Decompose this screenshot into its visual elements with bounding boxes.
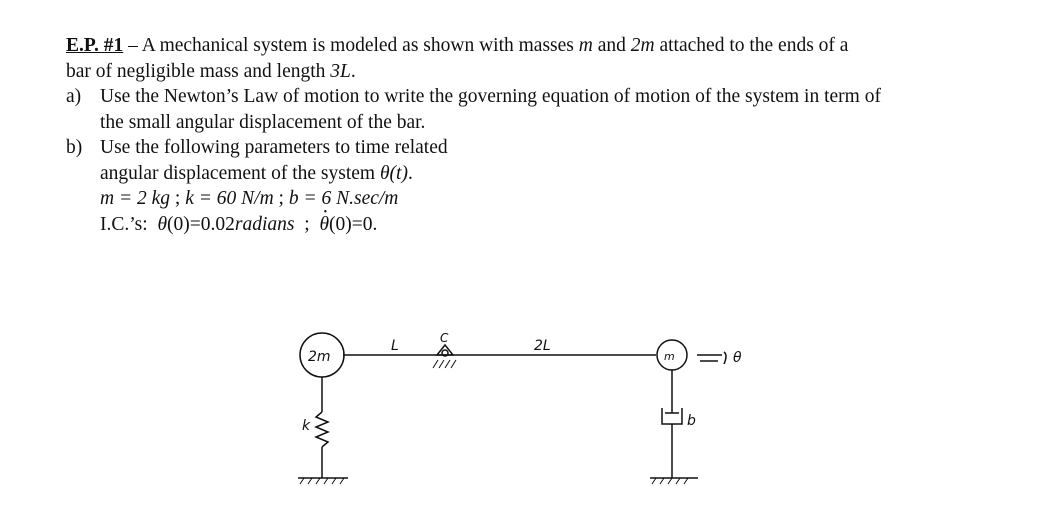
theta-label: θ bbox=[733, 350, 742, 366]
spring-label: k bbox=[302, 418, 311, 434]
length-2L-label: 2L bbox=[534, 338, 551, 354]
problem-heading: E.P. #1 bbox=[66, 35, 124, 56]
initial-conditions-line: I.C.’s: θ(0)=0.02radians ; θ •(0)=0. bbox=[66, 212, 1016, 238]
part-b-marker: b) bbox=[66, 137, 83, 158]
pivot-label: C bbox=[440, 331, 449, 345]
spring-k bbox=[316, 412, 328, 447]
damper-label: b bbox=[687, 413, 696, 429]
parameters-line: m = 2 kg ; k = 60 N/m ; b = 6 N.sec/m bbox=[100, 188, 399, 209]
mass-left-label: 2m bbox=[308, 349, 331, 365]
part-a: a) Use the Newton’s Law of motion to write the governing equation of motion of the system in term of the small angular displacement of the bar. bbox=[66, 86, 881, 133]
part-a-marker: a) bbox=[66, 86, 82, 107]
part-b: b) Use the following parameters to time related angular displacement of the system θ(t). bbox=[66, 137, 448, 184]
intro-line-1: E.P. #1 – A mechanical system is modeled as shown with masses m and 2m attached to the ends of a bbox=[66, 35, 849, 56]
intro-line-2: bar of negligible mass and length 3L. bbox=[66, 60, 356, 82]
length-L-label: L bbox=[391, 338, 399, 354]
mass-right-label: m bbox=[664, 350, 675, 363]
